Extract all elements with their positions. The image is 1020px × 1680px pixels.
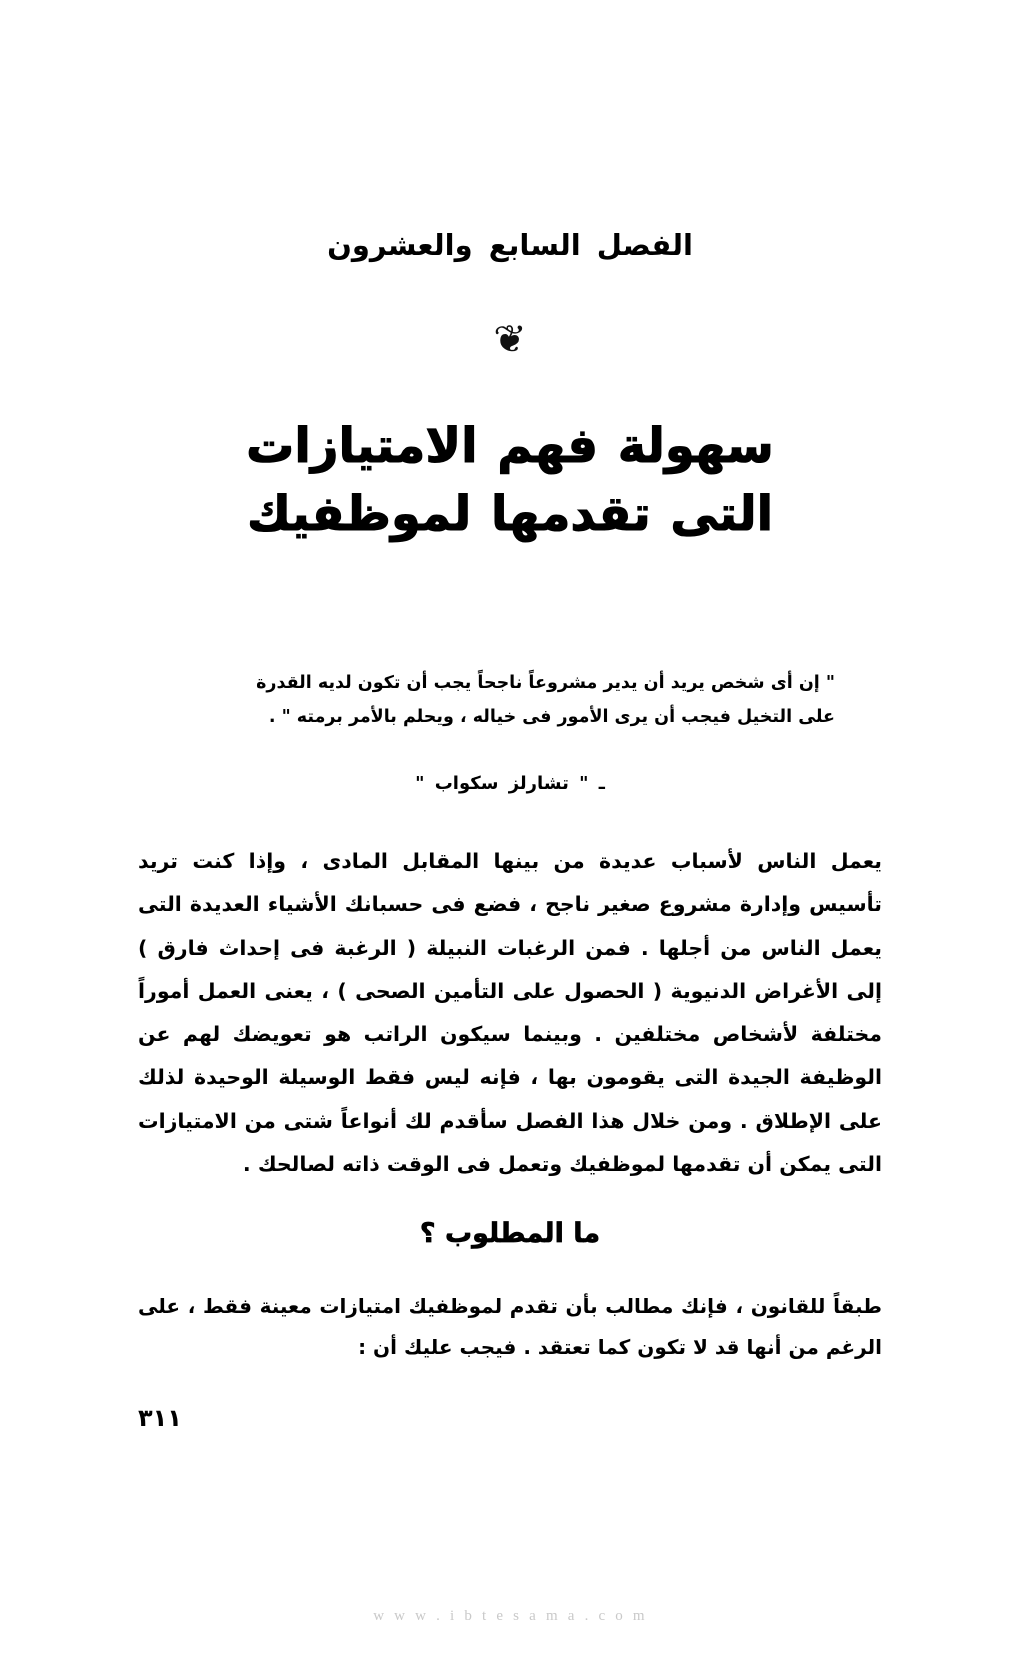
epigraph-quote: [185, 666, 835, 734]
watermark: w w w . i b t e s a m a . c o m: [373, 1608, 647, 1624]
chapter-heading: الفصل السابع والعشرون: [327, 228, 693, 262]
quote-line-2: على التخيل فيجب أن يرى الأمور فى خياله ، ويحلم بالأمر برمته " .: [268, 707, 835, 728]
quote-line-1: " إن أى شخص يريد أن يدير مشروعاً ناجحاً يجب أن تكون لديه القدرة: [256, 673, 835, 693]
sunburst-ornament-icon: ❦: [493, 317, 527, 361]
ornament-divider: [0, 317, 1020, 361]
page-title-line-2: التى تقدمها لموظفيك: [246, 486, 774, 543]
page-title: [0, 412, 1020, 548]
page-number: ٣١١: [138, 1404, 182, 1432]
quote-attribution: ـ " تشارلز سكواب ": [415, 773, 605, 794]
body-paragraph-1: يعمل الناس لأسباب عديدة من بينها المقابل المادى ، وإذا كنت تريد تأسيس وإدارة مشروع صغير ناجح ، فضع فى حسبانك الأشياء العديدة التى يعمل الناس من أجلها . فمن الرغبات النبيلة ( الرغبة فى إحداث فارق ) إلى الأغراض الدنيوية ( الحصول على التأمين الصحى ) ، يعنى العمل أموراً مختلفة لأشخاص مختلفين . وبينما سيكون الراتب هو تعويضك لهم عن الوظيفة الجيدة التى يقومون بها ، فإنه ليس فقط الوسيلة الوحيدة لذلك على الإطلاق . ومن خلال هذا الفصل سأقدم لك أنواعاً شتى من الامتيازات التى يمكن أن تقدمها لموظفيك وتعمل فى الوقت ذاته لصالحك .: [138, 849, 882, 1176]
section-subheading: ما المطلوب ؟: [419, 1218, 601, 1249]
page-title-line-1: سهولة فهم الامتيازات: [246, 418, 774, 474]
body-paragraph-2: طبقاً للقانون ، فإنك مطالب بأن تقدم لموظفيك امتيازات معينة فقط ، على الرغم من أنها قد لا تكون كما تعتقد . فيجب عليك أن :: [138, 1294, 882, 1359]
